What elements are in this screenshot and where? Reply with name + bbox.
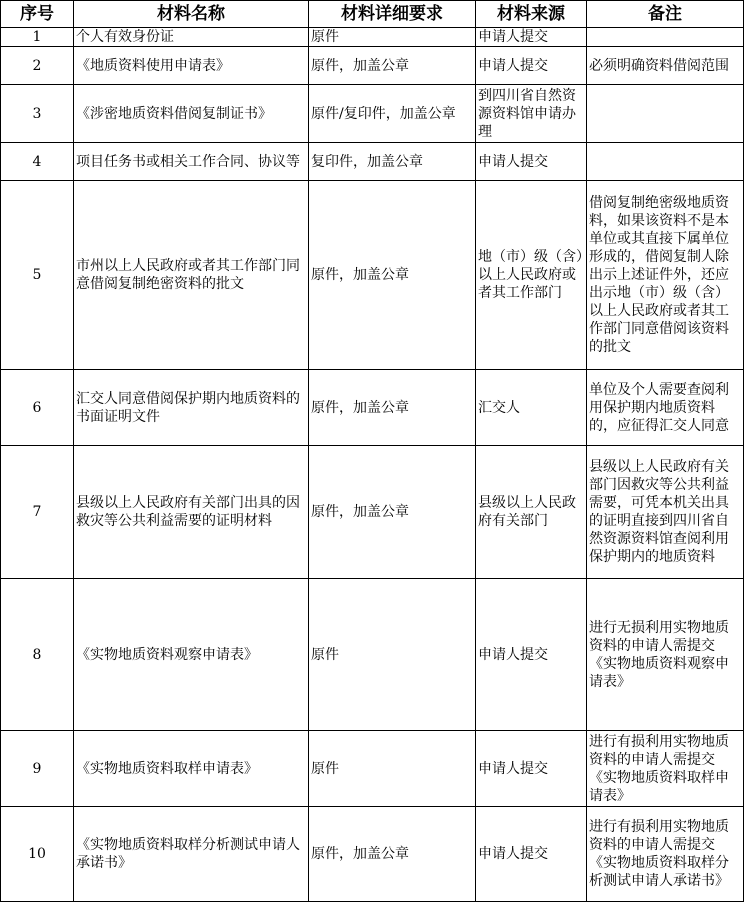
table-row [1, 85, 744, 143]
row-source: 申请人提交 [476, 143, 587, 181]
table-row [1, 28, 744, 47]
row-material-name: 《实物地质资料观察申请表》 [74, 579, 309, 731]
row-note [587, 143, 744, 181]
row-requirement: 原件，加盖公章 [309, 446, 476, 579]
row-note [587, 85, 744, 143]
row-requirement: 原件/复印件，加盖公章 [309, 85, 476, 143]
row-material-name: 市州以上人民政府或者其工作部门同意借阅复制绝密资料的批文 [74, 181, 309, 370]
row-no: 10 [1, 807, 74, 902]
table-row [1, 143, 744, 181]
table-row [1, 370, 744, 446]
row-note [587, 28, 744, 47]
row-material-name: 《地质资料使用申请表》 [74, 47, 309, 85]
row-material-name: 汇交人同意借阅保护期内地质资料的书面证明文件 [74, 370, 309, 446]
row-requirement: 原件 [309, 28, 476, 47]
row-material-name: 《涉密地质资料借阅复制证书》 [74, 85, 309, 143]
header-requirement: 材料详细要求 [309, 1, 476, 28]
row-note: 必须明确资料借阅范围 [587, 47, 744, 85]
row-note: 借阅复制绝密级地质资料，如果该资料不是本单位或其直接下属单位形成的，借阅复制人除出示上述证件外，还应出示地（市）级（含）以上人民政府或者其工作部门同意借阅该资料的批文 [587, 181, 744, 370]
row-requirement: 原件，加盖公章 [309, 807, 476, 902]
row-requirement: 复印件，加盖公章 [309, 143, 476, 181]
row-source: 申请人提交 [476, 28, 587, 47]
header-name: 材料名称 [74, 1, 309, 28]
row-note: 进行无损利用实物地质资料的申请人需提交《实物地质资料观察申请表》 [587, 579, 744, 731]
row-source: 申请人提交 [476, 731, 587, 807]
header-row [1, 1, 744, 28]
table-row [1, 181, 744, 370]
row-requirement: 原件，加盖公章 [309, 370, 476, 446]
row-no: 4 [1, 143, 74, 181]
row-material-name: 《实物地质资料取样申请表》 [74, 731, 309, 807]
row-note: 进行有损利用实物地质资料的申请人需提交《实物地质资料取样申请表》 [587, 731, 744, 807]
row-source: 申请人提交 [476, 579, 587, 731]
header-note: 备注 [587, 1, 744, 28]
table-row [1, 807, 744, 902]
row-material-name: 项目任务书或相关工作合同、协议等 [74, 143, 309, 181]
row-no: 5 [1, 181, 74, 370]
row-requirement: 原件，加盖公章 [309, 47, 476, 85]
table-row [1, 47, 744, 85]
row-requirement: 原件 [309, 731, 476, 807]
row-note: 县级以上人民政府有关部门因救灾等公共利益需要，可凭本机关出具的证明直接到四川省自然资源资料馆查阅利用保护期内的地质资料 [587, 446, 744, 579]
header-source: 材料来源 [476, 1, 587, 28]
table-row [1, 446, 744, 579]
row-material-name: 县级以上人民政府有关部门出具的因救灾等公共利益需要的证明材料 [74, 446, 309, 579]
row-no: 9 [1, 731, 74, 807]
row-no: 8 [1, 579, 74, 731]
table-row [1, 731, 744, 807]
row-material-name: 《实物地质资料取样分析测试申请人承诺书》 [74, 807, 309, 902]
row-source: 申请人提交 [476, 807, 587, 902]
row-source: 汇交人 [476, 370, 587, 446]
row-requirement: 原件，加盖公章 [309, 181, 476, 370]
row-no: 1 [1, 28, 74, 47]
row-note: 单位及个人需要查阅利用保护期内地质资料的，应征得汇交人同意 [587, 370, 744, 446]
row-note: 进行有损利用实物地质资料的申请人需提交《实物地质资料取样分析测试申请人承诺书》 [587, 807, 744, 902]
row-requirement: 原件 [309, 579, 476, 731]
row-no: 3 [1, 85, 74, 143]
row-no: 2 [1, 47, 74, 85]
row-no: 7 [1, 446, 74, 579]
row-source: 到四川省自然资源资料馆申请办理 [476, 85, 587, 143]
row-no: 6 [1, 370, 74, 446]
row-source: 县级以上人民政府有关部门 [476, 446, 587, 579]
header-no: 序号 [1, 1, 74, 28]
row-source: 地（市）级（含）以上人民政府或者其工作部门 [476, 181, 587, 370]
row-source: 申请人提交 [476, 47, 587, 85]
row-material-name: 个人有效身份证 [74, 28, 309, 47]
table-row [1, 579, 744, 731]
